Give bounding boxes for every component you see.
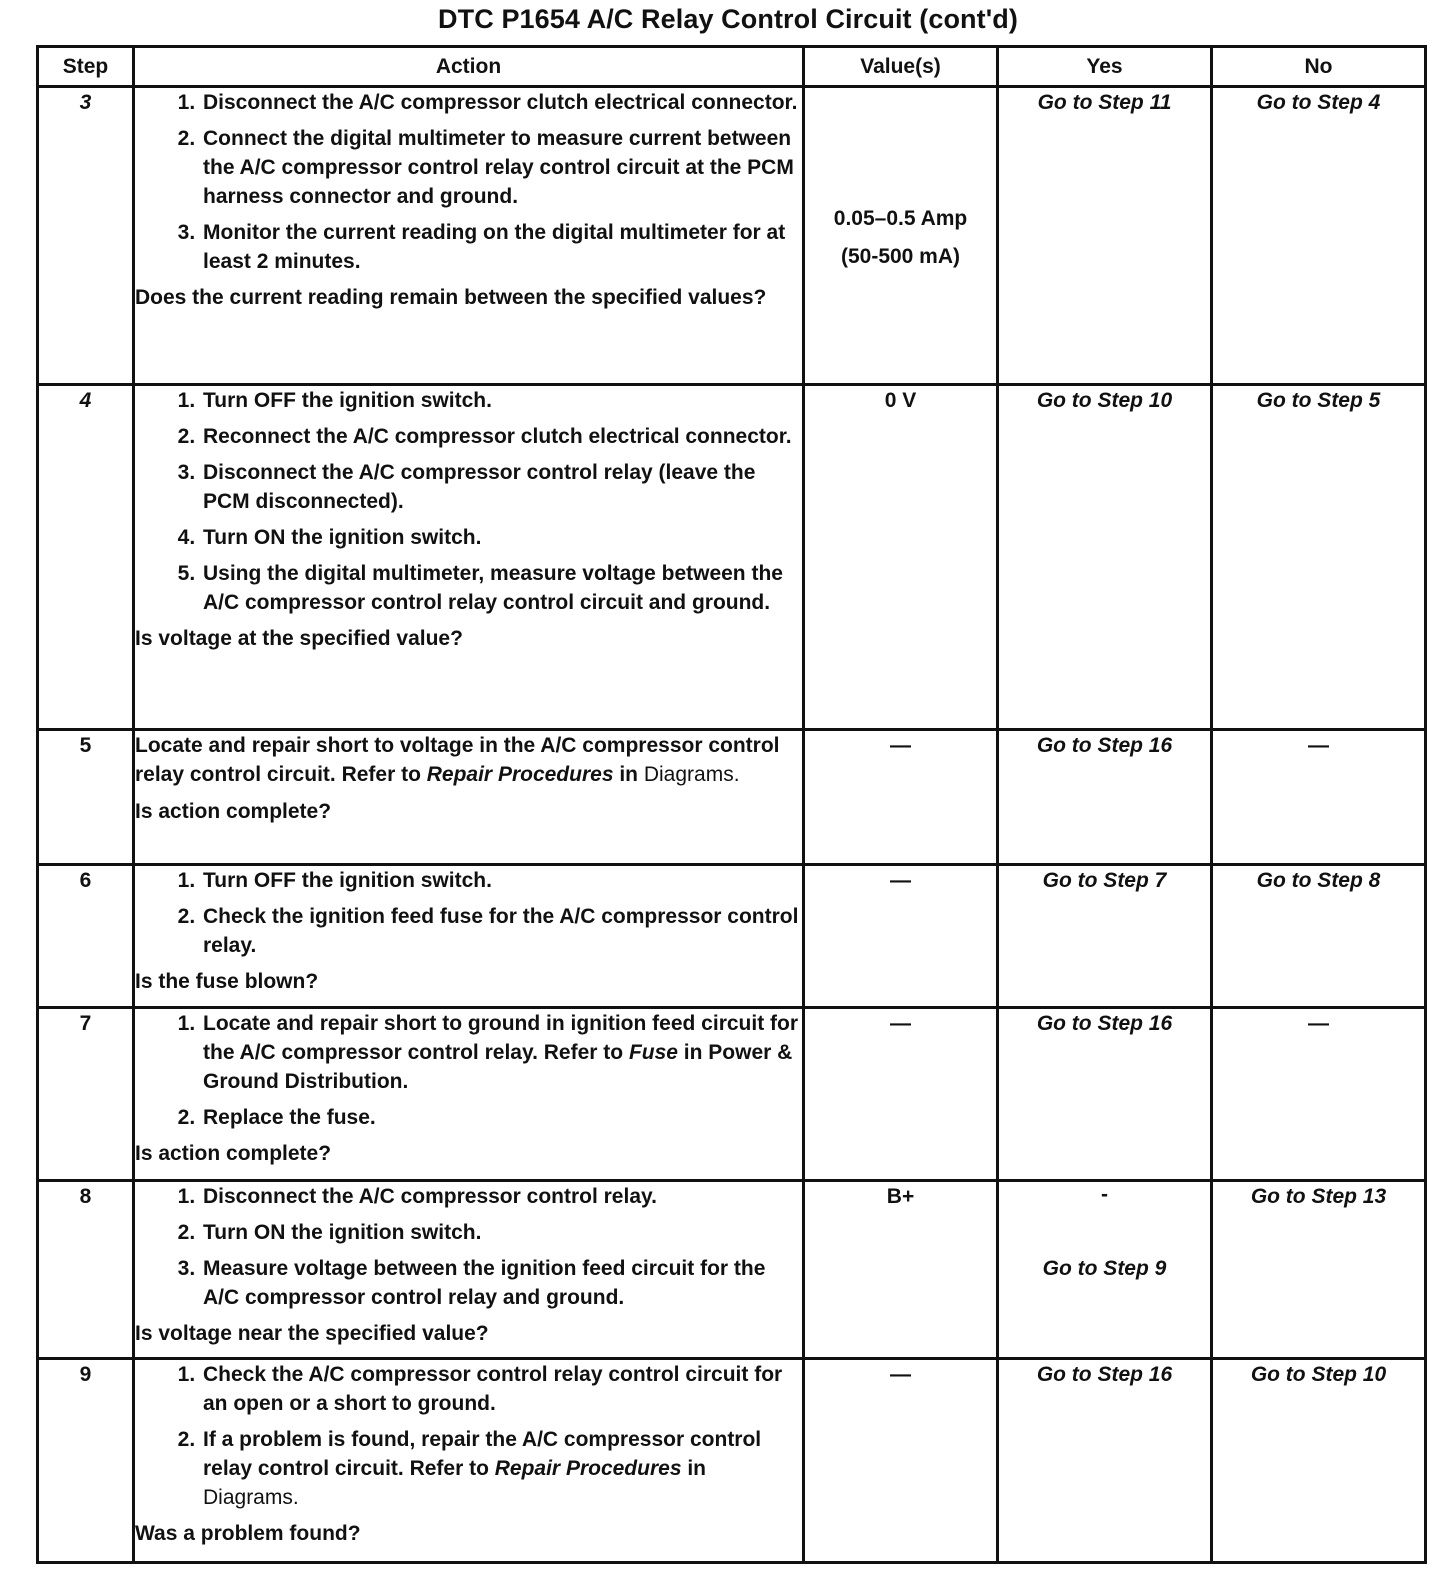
action-question: Is action complete? — [135, 1142, 332, 1165]
action-item: 1. Turn OFF the ignition switch. — [201, 386, 802, 415]
header-no: No — [1212, 47, 1426, 87]
yes-cell: Go to Step 16 — [998, 1359, 1212, 1563]
action-cell — [134, 1181, 804, 1359]
no-cell: Go to Step 4 — [1212, 87, 1426, 385]
step-number: 6 — [38, 865, 134, 1008]
action-list — [135, 88, 802, 276]
value-cell: — — [804, 1359, 998, 1563]
yes-text: Go to Step 9 — [1042, 1257, 1167, 1280]
table-row-step-8 — [38, 1181, 1426, 1359]
action-question: Does the current reading remain between the specified values? — [135, 286, 767, 309]
reference-link: Fuse — [628, 1041, 678, 1064]
action-item: 3. Disconnect the A/C compressor control relay (leave the PCM disconnected). — [201, 458, 802, 516]
header-yes: Yes — [998, 47, 1212, 87]
table-row-step-6 — [38, 865, 1426, 1008]
action-list — [135, 1360, 802, 1512]
table-row-step-5 — [38, 730, 1426, 865]
action-item: 2. If a problem is found, repair the A/C compressor control relay control circuit. Refer to Repair Procedures in Diagrams. — [201, 1425, 802, 1512]
no-cell: Go to Step 8 — [1212, 865, 1426, 1008]
step-number: 4 — [38, 385, 134, 730]
no-cell: — — [1212, 730, 1426, 865]
action-question: Is voltage at the specified value? — [135, 627, 463, 650]
yes-cell: Go to Step 16 — [998, 730, 1212, 865]
value-cell: — — [804, 1008, 998, 1181]
action-item: 3. Measure voltage between the ignition feed circuit for the A/C compressor control relay and ground. — [201, 1254, 802, 1312]
action-item: 4. Turn ON the ignition switch. — [201, 523, 802, 552]
header-values: Value(s) — [804, 47, 998, 87]
action-cell — [134, 385, 804, 730]
value-cell — [804, 87, 998, 385]
value-cell: B+ — [804, 1181, 998, 1359]
action-list — [135, 1182, 802, 1312]
no-cell: Go to Step 5 — [1212, 385, 1426, 730]
action-cell — [134, 730, 804, 865]
diagnostic-table — [36, 45, 1427, 1564]
value-text: 0.05–0.5 Amp — [833, 207, 968, 230]
header-row — [38, 47, 1426, 87]
action-list — [135, 866, 802, 960]
step-number: 5 — [38, 730, 134, 865]
table-row-step-3 — [38, 87, 1426, 385]
action-list — [135, 386, 802, 617]
yes-cell: Go to Step 16 — [998, 1008, 1212, 1181]
action-item: 1. Turn OFF the ignition switch. — [201, 866, 802, 895]
header-action: Action — [134, 47, 804, 87]
step-number: 9 — [38, 1359, 134, 1563]
action-item: 2. Connect the digital multimeter to measure current between the A/C compressor control relay control circuit at the PCM harness connector and ground. — [201, 124, 802, 211]
yes-mark: - — [1101, 1183, 1108, 1206]
action-question: Is the fuse blown? — [135, 970, 319, 993]
no-cell: Go to Step 13 — [1212, 1181, 1426, 1359]
value-cell: — — [804, 865, 998, 1008]
reference-link: Repair Procedures — [426, 763, 614, 786]
reference-link: Repair Procedures — [494, 1457, 682, 1480]
yes-cell: Go to Step 7 — [998, 865, 1212, 1008]
value-text: (50-500 mA) — [840, 245, 961, 268]
value-cell: — — [804, 730, 998, 865]
value-cell: 0 V — [804, 385, 998, 730]
yes-cell: Go to Step 11 — [998, 87, 1212, 385]
action-item: 2. Turn ON the ignition switch. — [201, 1218, 802, 1247]
yes-cell: Go to Step 10 — [998, 385, 1212, 730]
action-list — [135, 1009, 802, 1132]
page-title: DTC P1654 A/C Relay Control Circuit (cont'd) — [438, 4, 1018, 34]
table-row-step-4 — [38, 385, 1426, 730]
action-question: Is voltage near the specified value? — [135, 1322, 489, 1345]
no-cell: Go to Step 10 — [1212, 1359, 1426, 1563]
action-question: Was a problem found? — [135, 1522, 361, 1545]
step-number: 3 — [38, 87, 134, 385]
action-item: 1. Locate and repair short to ground in ignition feed circuit for the A/C compressor control relay. Refer to Fuse in Power & Ground Distribution. — [201, 1009, 802, 1096]
action-cell — [134, 865, 804, 1008]
action-cell — [134, 1359, 804, 1563]
action-text: Locate and repair short to voltage in the A/C compressor control relay control circuit. Refer to Repair Procedures in Diagrams. — [135, 734, 780, 786]
action-item: 3. Monitor the current reading on the digital multimeter for at least 2 minutes. — [201, 218, 802, 276]
header-step: Step — [38, 47, 134, 87]
step-number: 8 — [38, 1181, 134, 1359]
action-question: Is action complete? — [135, 800, 332, 823]
action-item: 5. Using the digital multimeter, measure voltage between the A/C compressor control relay control circuit and ground. — [201, 559, 802, 617]
action-item: 2. Replace the fuse. — [201, 1103, 802, 1132]
action-cell — [134, 1008, 804, 1181]
yes-cell — [998, 1181, 1212, 1359]
no-cell: — — [1212, 1008, 1426, 1181]
table-row-step-7 — [38, 1008, 1426, 1181]
step-number: 7 — [38, 1008, 134, 1181]
action-item: 1. Disconnect the A/C compressor control relay. — [201, 1182, 802, 1211]
action-item: 1. Check the A/C compressor control relay control circuit for an open or a short to ground. — [201, 1360, 802, 1418]
table-row-step-9 — [38, 1359, 1426, 1563]
action-cell — [134, 87, 804, 385]
action-item: 1. Disconnect the A/C compressor clutch electrical connector. — [201, 88, 802, 117]
action-item: 2. Reconnect the A/C compressor clutch electrical connector. — [201, 422, 802, 451]
action-item: 2. Check the ignition feed fuse for the A/C compressor control relay. — [201, 902, 802, 960]
